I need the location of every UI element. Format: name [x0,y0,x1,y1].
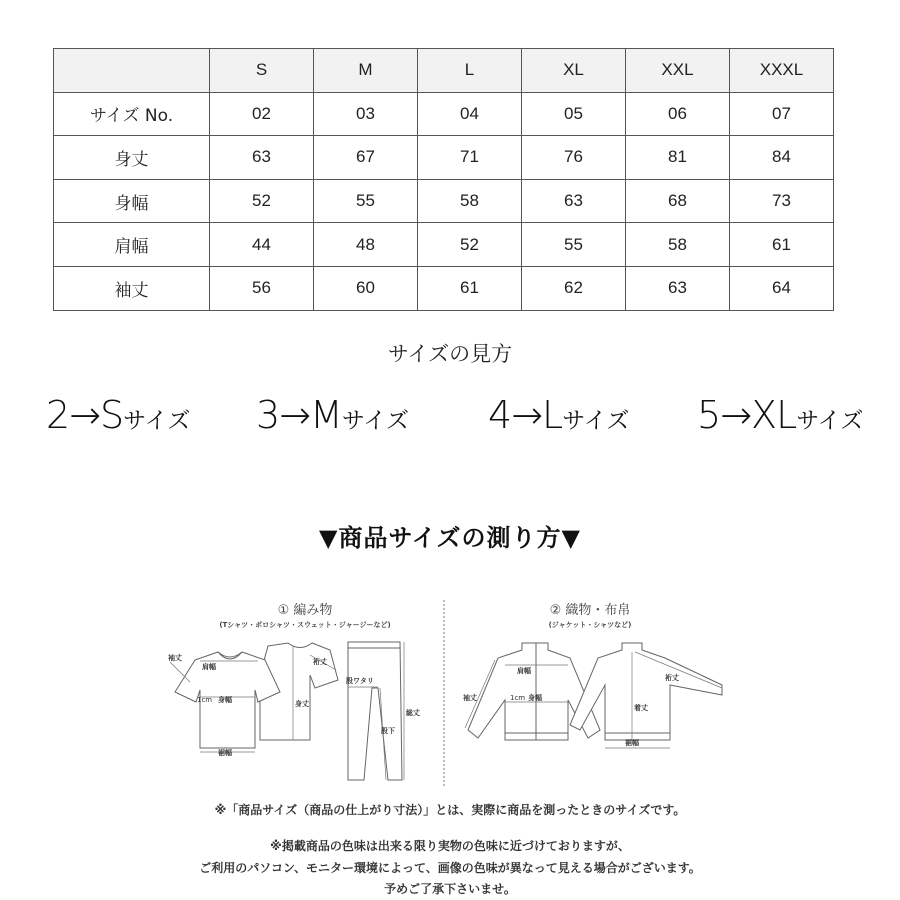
size-number: 2 [46,393,70,437]
table-cell: 58 [626,223,730,267]
label-hem: 裾幅 [218,749,232,757]
size-letter: XL [751,393,797,437]
size-letter: M [310,393,342,437]
label-total: 総丈 [406,709,420,717]
table-cell: 55 [314,179,418,223]
arrow-icon: → [720,393,752,437]
row-label: 身丈 [54,136,210,180]
row-label: 袖丈 [54,266,210,310]
knit-heading-block [170,599,440,630]
table-cell: 44 [210,223,314,267]
label-yuki: 裄丈 [665,674,679,682]
label-length: 着丈 [634,704,648,712]
table-cell: 67 [314,136,418,180]
table-cell: 63 [626,266,730,310]
size-guide-title: サイズの見方 [387,342,513,366]
table-cell: 52 [418,223,522,267]
table-cell: 62 [522,266,626,310]
note-color-2: ご利用のパソコン、モニター環境によって、画像の色味が異なって見える場合がございます。 [199,861,701,875]
knit-garment-illustration [160,640,440,785]
table-header-cell: XL [522,49,626,93]
table-header-cell: XXXL [730,49,834,93]
size-letter: S [100,393,124,437]
table-cell: 76 [522,136,626,180]
table-header-cell: M [314,49,418,93]
size-suffix: サイズ [341,408,409,434]
label-chest: 身幅 [528,694,542,702]
table-cell: 84 [730,136,834,180]
table-cell: 73 [730,179,834,223]
label-inseam: 股下 [381,727,395,735]
woven-heading: ② 織物・布帛 [549,603,631,618]
label-hem: 裾幅 [625,739,639,747]
size-suffix: サイズ [123,408,191,434]
table-cell: 02 [210,92,314,136]
table-cell: 64 [730,266,834,310]
size-number: 4 [488,393,512,437]
row-label: 肩幅 [54,223,210,267]
knit-heading: ① 編み物 [277,603,333,618]
size-suffix: サイズ [562,408,630,434]
row-label: 身幅 [54,179,210,223]
measurement-title: ▼商品サイズの測り方▼ [319,524,581,552]
table-cell: 03 [314,92,418,136]
table-header-corner [54,49,210,93]
table-cell: 61 [418,266,522,310]
table-row [54,136,834,180]
label-chest: 身幅 [218,696,232,704]
size-number: 5 [697,393,721,437]
label-shoulder: 肩幅 [202,663,216,671]
label-sleeve: 袖丈 [168,654,182,662]
knit-subheading: (Tシャツ・ポロシャツ・スウェット・ジャージーなど) [219,621,391,629]
table-cell: 63 [522,179,626,223]
table-cell: 05 [522,92,626,136]
label-1cm: 1cm [197,696,213,704]
table-cell: 55 [522,223,626,267]
label-yuki: 裄丈 [313,658,327,666]
label-length: 身丈 [295,700,309,708]
row-label: サイズ No. [54,92,210,136]
arrow-icon: → [511,393,543,437]
table-cell: 07 [730,92,834,136]
note-product-size: ※「商品サイズ（商品の仕上がり寸法）」とは、実際に商品を測ったときのサイズです。 [214,803,686,817]
table-cell: 04 [418,92,522,136]
table-cell: 71 [418,136,522,180]
table-cell: 63 [210,136,314,180]
table-row [54,179,834,223]
arrow-icon: → [69,393,101,437]
woven-subheading: (ジャケット・シャツなど) [548,621,632,629]
size-guide-item-l [488,393,629,437]
table-cell: 56 [210,266,314,310]
label-sleeve: 袖丈 [463,694,477,702]
table-cell: 81 [626,136,730,180]
label-thigh: 股ワタリ [346,677,374,685]
table-header-cell: L [418,49,522,93]
table-header-cell: XXL [626,49,730,93]
arrow-icon: → [279,393,311,437]
note-color-1: ※掲載商品の色味は出来る限り実物の色味に近づけておりますが、 [270,839,630,853]
table-header-cell: S [210,49,314,93]
section-divider [443,600,445,786]
size-table [53,48,834,311]
note-color-3: 予めご了承下さいませ。 [384,882,516,896]
label-1cm: 1cm [510,694,526,702]
table-cell: 52 [210,179,314,223]
size-guide-item-m [256,393,409,437]
table-cell: 48 [314,223,418,267]
size-guide-item-xl [697,393,863,437]
label-shoulder: 肩幅 [517,667,531,675]
table-header-row [54,49,834,93]
table-cell: 61 [730,223,834,267]
woven-heading-block [455,599,725,630]
size-letter: L [542,393,563,437]
woven-garment-illustration [460,640,740,755]
table-cell: 06 [626,92,730,136]
table-row [54,92,834,136]
table-row [54,223,834,267]
size-guide-item-s [46,393,190,437]
table-cell: 68 [626,179,730,223]
table-row [54,266,834,310]
table-cell: 58 [418,179,522,223]
size-suffix: サイズ [796,408,864,434]
table-cell: 60 [314,266,418,310]
size-number: 3 [256,393,280,437]
